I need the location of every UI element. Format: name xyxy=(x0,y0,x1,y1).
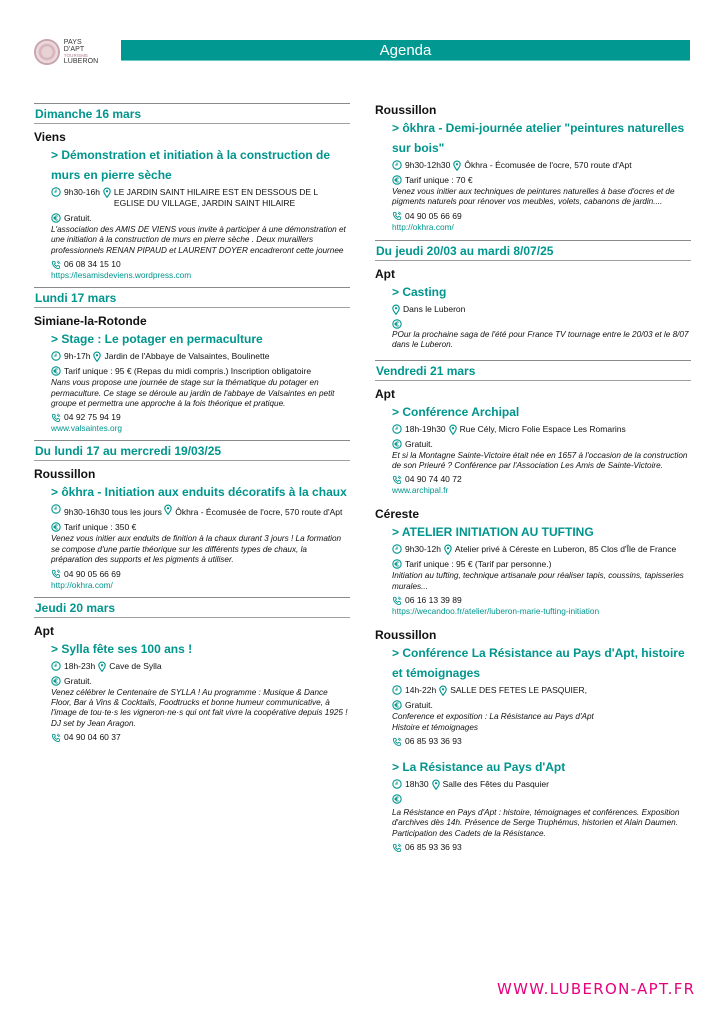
event-price-line xyxy=(51,213,350,224)
event-price: Tarif unique : 70 € xyxy=(405,175,473,185)
event-item xyxy=(375,402,691,496)
event-description: Venez vous initier aux techniques de peintures naturelles à base d'ocres et de pigments naturels pour rénover vos meubles, volets, cabanons de jardin.... xyxy=(392,187,675,207)
event-title[interactable]: > Stage : Le potager en permaculture xyxy=(51,332,263,347)
city-name: Roussillon xyxy=(34,467,96,482)
clock-icon xyxy=(392,424,402,434)
event-price-line xyxy=(392,700,691,711)
location-pin-icon xyxy=(93,351,101,362)
event-description: Et si la Montagne Sainte-Victoire était née en 1657 à l'occasion de la construction de son Prieuré ? Conférence par l'Association Les Amis de Sainte-Victoire. xyxy=(392,450,688,471)
event-time: 18h30 xyxy=(405,779,429,790)
clock-icon xyxy=(392,160,402,170)
event-title[interactable]: > ôkhra - Demi-journée atelier "peintures naturelles sur bois" xyxy=(392,121,685,155)
clock-icon xyxy=(392,544,402,554)
euro-icon xyxy=(392,559,402,569)
location-pin-icon xyxy=(103,187,111,198)
event-title[interactable]: > Conférence Archipal xyxy=(392,404,520,419)
euro-icon xyxy=(392,794,402,804)
phone-number: 06 08 34 15 10 xyxy=(64,259,121,270)
event-item xyxy=(34,329,350,433)
date-title: Du jeudi 20/03 au mardi 8/07/25 xyxy=(376,243,554,258)
event-description: L'association des AMIS DE VIENS vous invite à participer à une démonstration et une initiation à la construction de murs en pierre sèche . Deux muraillers professionnels RENAN PIPAUD et LAURENT DOYER encadreront cette journee xyxy=(51,225,346,255)
right-column xyxy=(375,100,691,853)
phone-icon xyxy=(392,475,402,485)
phone-number: 06 16 13 39 89 xyxy=(405,595,462,606)
event-price: Tarif unique : 95 € (Tarif par personne.) xyxy=(405,559,552,570)
date-header xyxy=(34,287,350,308)
euro-icon xyxy=(392,700,402,710)
event-price-line xyxy=(51,676,350,687)
event-title[interactable]: > Conférence La Résistance au Pays d'Apt, histoire et témoignages xyxy=(392,646,685,681)
event-time: 9h30-16h xyxy=(64,187,100,197)
event-description: La Résistance en Pays d'Apt : histoire, témoignages et conférences. Exposition d'archives dès 14h. Présence de Serge Truphémus, historien et Alain Daumen. Participation des Cadets de la Résistance. xyxy=(392,808,680,838)
date-header xyxy=(34,597,350,618)
date-title: Du lundi 17 au mercredi 19/03/25 xyxy=(35,444,222,459)
event-price-line xyxy=(392,319,691,329)
event-price-line xyxy=(392,794,691,804)
phone-icon xyxy=(51,733,61,743)
event-website-link[interactable]: http://okhra.com/ xyxy=(392,221,454,232)
event-item xyxy=(34,639,350,744)
location-pin-icon xyxy=(98,661,106,672)
event-description: Venez célébrer le Centenaire de SYLLA ! Au programme : Musique & Dance Floor, Bar à Vins & Cocktails, Foodtrucks et bonne humeur communicative, à l'image de tou·te·s les vigneron·ne·s qui ont fait vivre la coopérative depuis 1925 ! DJ set by Jean Aragon. xyxy=(51,687,348,728)
date-title: Jeudi 20 mars xyxy=(35,600,116,615)
date-header xyxy=(375,360,691,381)
event-phone xyxy=(392,595,691,606)
event-website-link[interactable]: http://okhra.com/ xyxy=(51,579,113,590)
event-title[interactable]: > Démonstration et initiation à la construction de murs en pierre sèche xyxy=(51,148,331,182)
event-price: Tarif unique : 350 € xyxy=(64,522,137,533)
date-header xyxy=(34,103,350,124)
event-time: 9h30-12h xyxy=(405,544,441,555)
phone-icon xyxy=(392,211,402,221)
event-place: Ôkhra - Écomusée de l'ocre, 570 route d'Apt xyxy=(175,507,343,518)
event-item xyxy=(34,145,350,280)
event-phone xyxy=(392,474,691,485)
page-title-banner: Agenda xyxy=(121,40,690,61)
euro-icon xyxy=(51,213,61,223)
event-time: 9h-17h xyxy=(64,351,91,362)
clock-icon xyxy=(392,685,402,695)
date-title: Vendredi 21 mars xyxy=(376,363,476,378)
logo-line-1: PAYS D'APT xyxy=(63,39,85,53)
event-phone xyxy=(392,842,691,853)
city-name: Apt xyxy=(375,386,395,401)
event-website-link[interactable]: https://wecandoo.fr/atelier/luberon-marie-tufting-initiation xyxy=(392,606,600,617)
city-name: Viens xyxy=(34,130,66,144)
phone-number: 06 85 93 36 93 xyxy=(405,842,462,853)
city-name: Roussillon xyxy=(375,628,437,643)
event-price: Gratuit. xyxy=(64,213,92,223)
event-description-line-2: Histoire et témoignages xyxy=(392,722,479,732)
event-time-place xyxy=(392,779,691,790)
event-phone xyxy=(51,412,350,423)
event-time: 9h30-12h30 xyxy=(405,160,451,170)
clock-icon xyxy=(392,779,402,789)
event-description: POur la prochaine saga de l'été pour France TV tournage entre le 20/03 et le 8/07 dans le Luberon. xyxy=(392,329,689,350)
phone-icon xyxy=(392,737,402,747)
event-title[interactable]: > La Résistance au Pays d'Apt xyxy=(392,760,566,775)
city-name: Roussillon xyxy=(375,103,437,117)
event-place: Salle des Fêtes du Pasquier xyxy=(442,779,549,790)
phone-icon xyxy=(51,569,61,579)
event-place: Jardin de l'Abbaye de Valsaintes, Boulinette xyxy=(104,351,270,362)
phone-number: 04 90 05 66 69 xyxy=(64,568,121,579)
event-item xyxy=(375,643,691,747)
event-time-place xyxy=(392,160,691,171)
location-pin-icon xyxy=(392,304,400,315)
event-price: Gratuit. xyxy=(405,438,433,449)
phone-number: 04 90 04 60 37 xyxy=(64,732,121,743)
location-pin-icon xyxy=(453,160,461,171)
event-time: 18h-19h30 xyxy=(405,423,446,434)
event-phone xyxy=(392,211,691,222)
date-header xyxy=(375,240,691,261)
phone-icon xyxy=(392,843,402,853)
city-name: Apt xyxy=(34,623,54,638)
event-phone xyxy=(51,259,350,270)
event-time: 18h-23h xyxy=(64,660,96,671)
footer-website-link[interactable]: WWW.LUBERON-APT.FR xyxy=(497,980,696,998)
event-website-link[interactable]: www.archipal.fr xyxy=(392,485,449,496)
event-title[interactable]: > ATELIER INITIATION AU TUFTING xyxy=(392,525,594,540)
event-time-place xyxy=(392,544,691,555)
clock-icon xyxy=(51,351,61,361)
event-place: SALLE DES FETES LE PASQUIER, xyxy=(450,685,588,696)
event-phone xyxy=(51,569,350,580)
phone-number: 04 90 05 66 69 xyxy=(405,210,462,221)
event-website-link[interactable]: https://lesamisdeviens.wordpress.com xyxy=(51,270,192,281)
logo-line-2: TOURISME xyxy=(63,53,89,58)
event-phone xyxy=(392,736,691,747)
event-description: Initiation au tufting, technique artisanale pour réaliser tapis, coussins, tapisseries murales... xyxy=(392,571,684,591)
event-price-line xyxy=(51,366,350,377)
city-name: Apt xyxy=(375,266,395,281)
event-website-link[interactable]: www.valsaintes.org xyxy=(51,423,123,434)
event-time-place xyxy=(51,351,350,362)
phone-number: 04 92 75 94 19 xyxy=(64,412,121,423)
euro-icon xyxy=(51,676,61,686)
event-time-place xyxy=(51,661,350,672)
event-description: Conference et exposition : La Résistance au Pays d'Apt xyxy=(392,712,594,722)
event-item xyxy=(375,522,691,616)
event-time: 9h30-16h30 tous les jours xyxy=(64,507,162,518)
date-header xyxy=(34,440,350,461)
phone-icon xyxy=(51,260,61,270)
event-price-line xyxy=(392,175,691,186)
event-time-place xyxy=(392,424,691,435)
event-place: Dans le Luberon xyxy=(403,303,466,314)
event-time-place xyxy=(51,504,350,518)
pays-dapt-logo[interactable] xyxy=(34,38,104,66)
city-name: Céreste xyxy=(375,507,420,522)
clock-icon xyxy=(51,504,61,514)
event-price: Gratuit. xyxy=(64,675,92,686)
euro-icon xyxy=(51,522,61,532)
phone-number: 06 85 93 36 93 xyxy=(405,736,462,747)
event-item xyxy=(375,118,691,232)
event-item xyxy=(375,757,691,853)
event-price: Tarif unique : 95 € (Repas du midi compris.) Inscription obligatoire xyxy=(64,366,312,377)
event-price: Gratuit. xyxy=(405,700,433,711)
euro-icon xyxy=(51,366,61,376)
location-pin-icon xyxy=(449,424,457,435)
event-place: Cave de Sylla xyxy=(109,660,162,671)
event-title[interactable]: > Sylla fête ses 100 ans ! xyxy=(51,641,193,656)
clock-icon xyxy=(51,661,61,671)
event-time: 14h-22h xyxy=(405,685,437,696)
euro-icon xyxy=(392,319,402,329)
event-place-line xyxy=(392,304,691,315)
event-description: Nans vous propose une journée de stage sur la thématique du potager en permaculture. Ce stage se déroule au jardin de l'abbaye de Valsaintes en petit groupe et permettra une approche à la fois théorique et pratique. xyxy=(51,378,335,409)
event-title[interactable]: > ôkhra - Initiation aux enduits décoratifs à la chaux xyxy=(51,485,347,500)
event-title[interactable]: > Casting xyxy=(392,284,447,299)
event-price-line xyxy=(392,439,691,450)
location-pin-icon xyxy=(439,685,447,696)
event-item xyxy=(375,282,691,351)
euro-icon xyxy=(392,175,402,185)
phone-icon xyxy=(392,596,402,606)
date-title: Lundi 17 mars xyxy=(35,291,117,306)
logo-line-3: LUBERON xyxy=(63,58,99,65)
location-pin-icon xyxy=(444,544,452,555)
city-name: Simiane-la-Rotonde xyxy=(34,314,147,329)
event-place: LE JARDIN SAINT HILAIRE EST EN DESSOUS DE L EGLISE DU VILLAGE, JARDIN SAINT HILAIRE xyxy=(113,187,318,208)
location-pin-icon xyxy=(164,504,172,515)
date-title: Dimanche 16 mars xyxy=(35,107,142,121)
phone-number: 04 90 74 40 72 xyxy=(405,474,462,485)
event-price-line xyxy=(392,559,691,570)
event-place: Ôkhra - Écomusée de l'ocre, 570 route d'Apt xyxy=(464,160,632,170)
clock-icon xyxy=(51,187,61,197)
phone-icon xyxy=(51,413,61,423)
event-description: Venez vous initier aux enduits de finition à la chaux durant 3 jours ! La formation se compose d'une partie théorique sur les différents types de chaux, la préparation des supports et les pigments à utiliser. xyxy=(51,534,342,565)
event-time-place xyxy=(392,685,691,696)
euro-icon xyxy=(392,439,402,449)
left-column xyxy=(34,95,350,743)
event-place: Rue Cély, Micro Folie Espace Les Romarins xyxy=(459,423,626,434)
location-pin-icon xyxy=(432,779,440,790)
event-item xyxy=(34,482,350,589)
event-place: Atelier privé à Céreste en Luberon, 85 Clos d'Île de France xyxy=(454,544,677,555)
event-time-place xyxy=(51,187,350,209)
event-price-line xyxy=(51,522,350,533)
event-phone xyxy=(51,732,350,743)
logo-emblem-icon xyxy=(34,39,60,65)
